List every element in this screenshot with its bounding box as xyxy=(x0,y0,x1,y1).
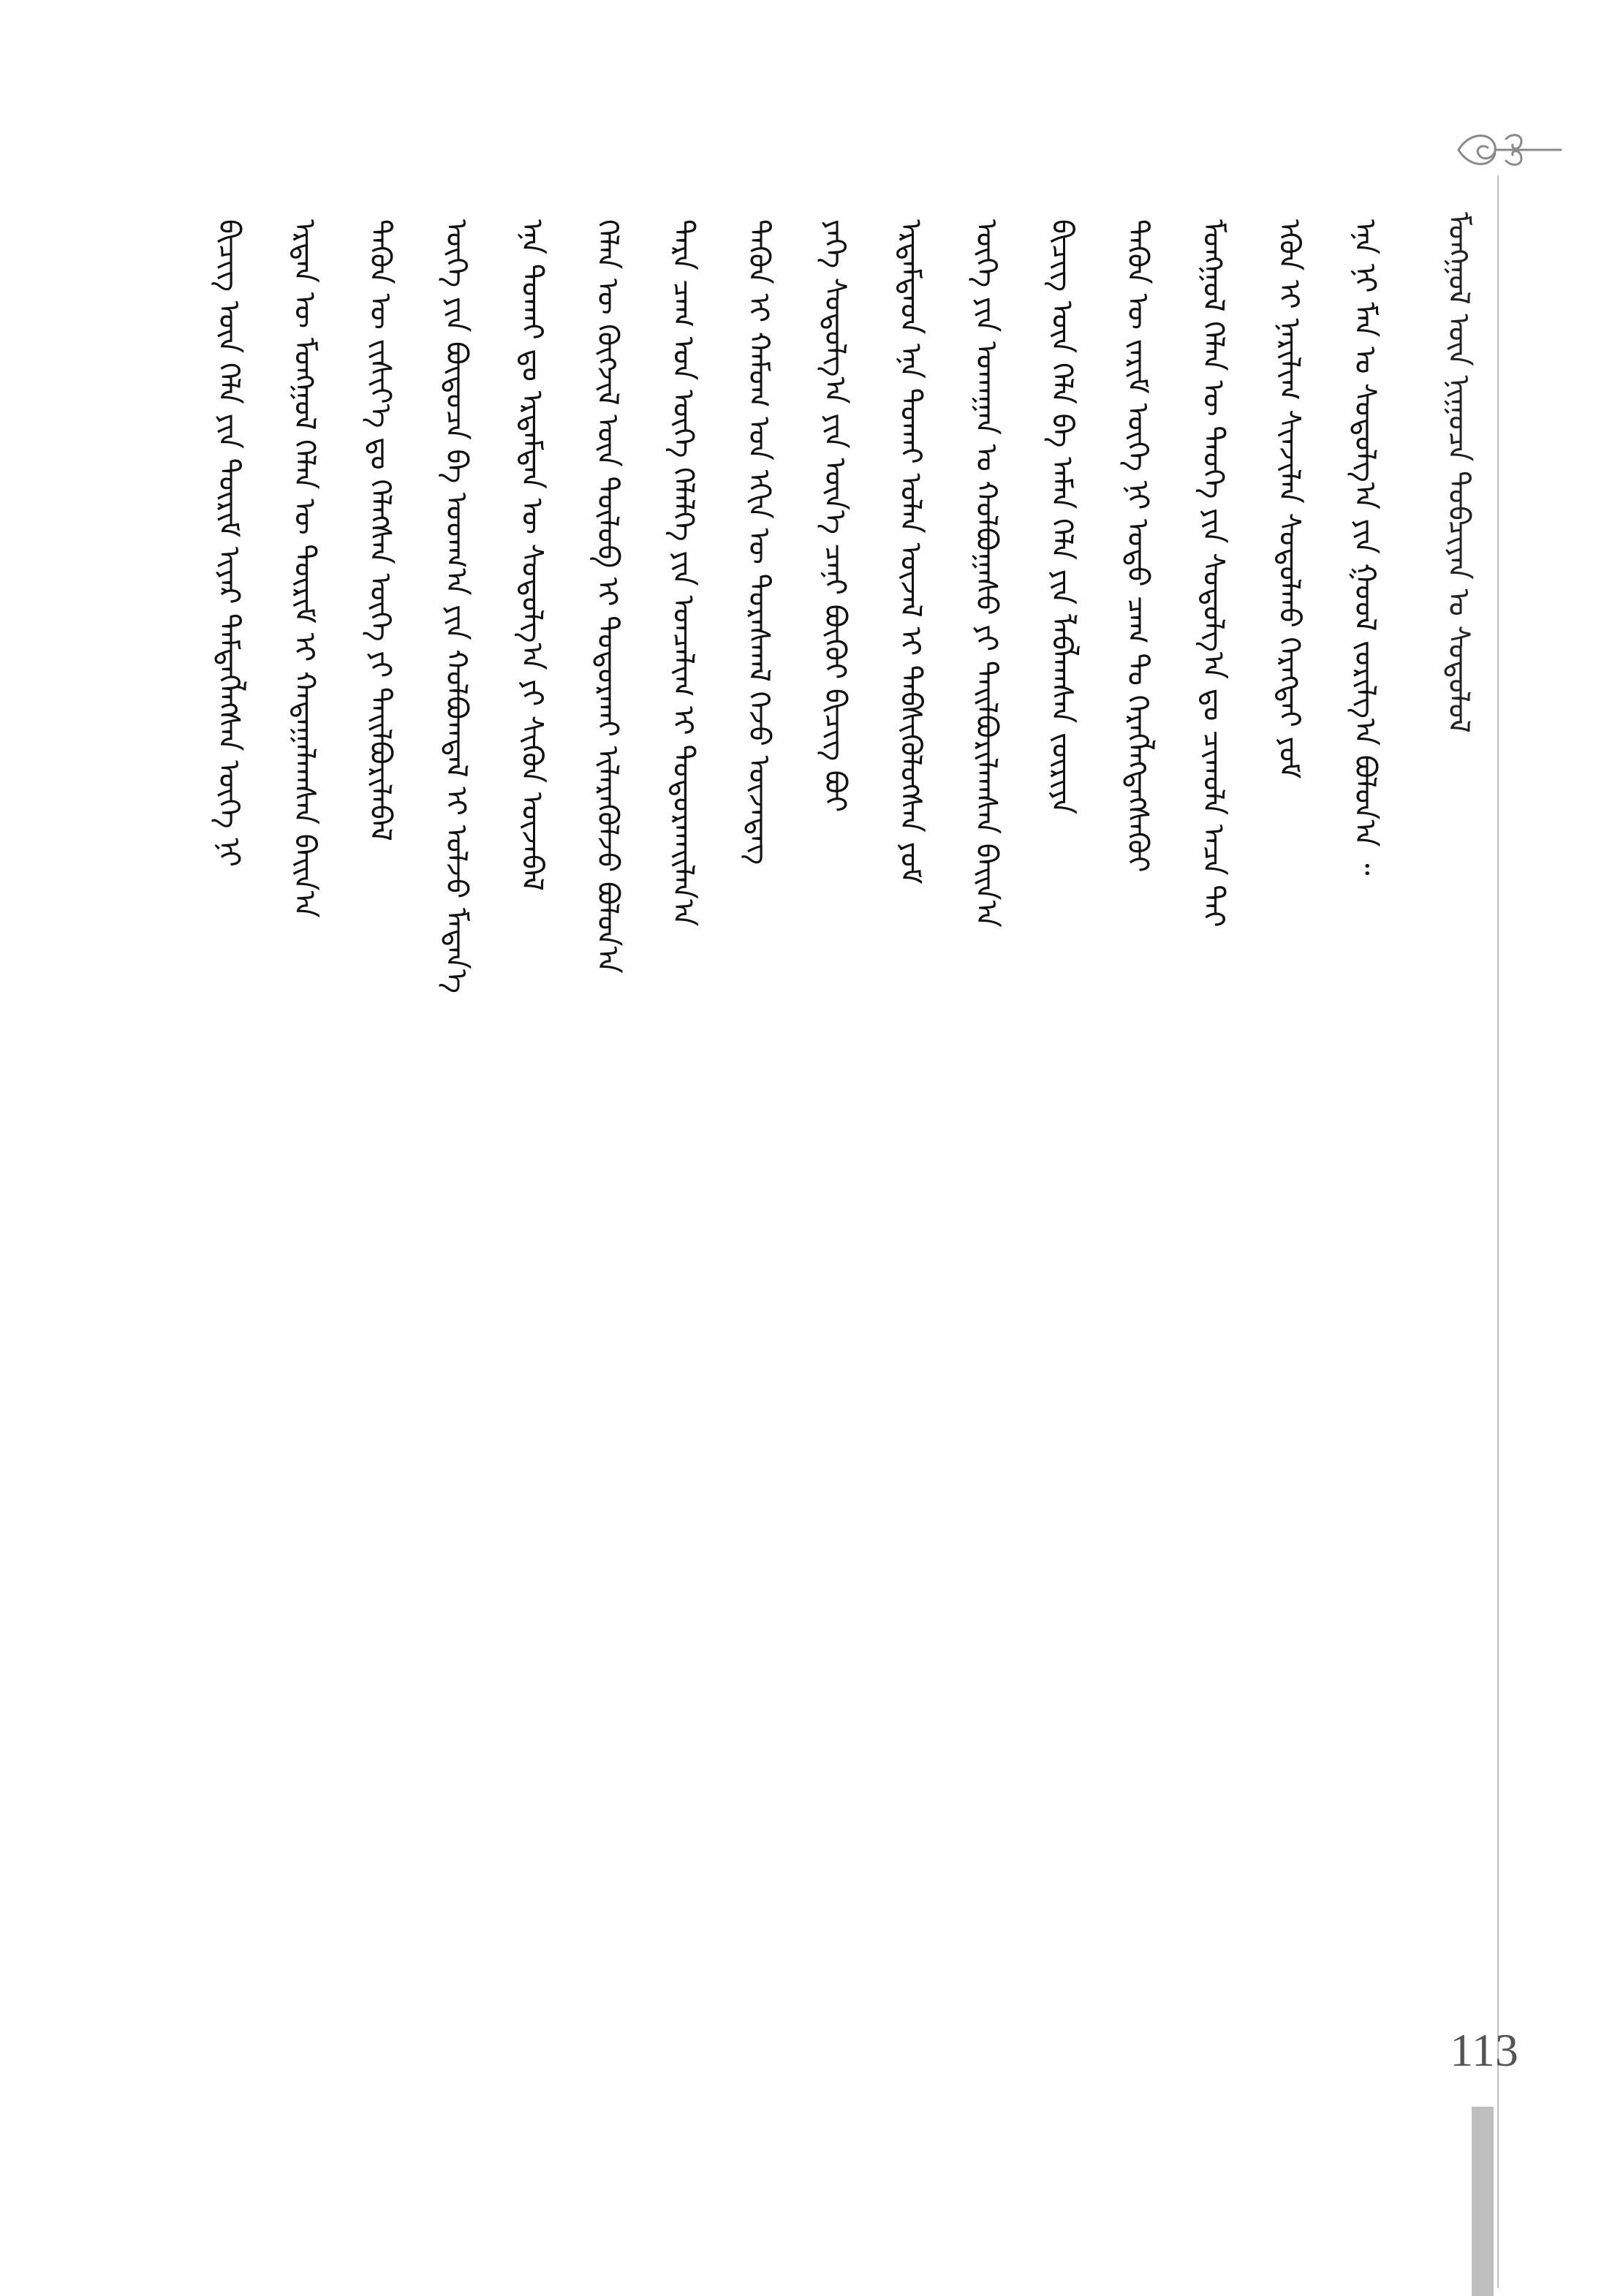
text-column: ᠡᠷᠳᠡᠮᠲᠡᠳ ᠡᠨᠡ ᠲᠤᠬᠠᠢ ᠣᠯᠠᠨ ᠦᠵᠡᠯ ᠢ ᠳᠡᠪᠰᠢᠭᠦᠯᠦᠭᠰᠡᠨ ᠶᠤᠮ xyxy=(893,219,928,884)
running-header-title: ᠮᠣᠩᠭᠣᠯ ᠦᠨ ᠨᠢᠭᠤᠴᠠ ᠲᠣᠪᠴᠢᠶᠠᠨ ᠤ ᠰᠣᠳᠤᠯᠤᠯ xyxy=(1442,212,1475,733)
text-column: ᠮᠣᠩᠭᠣᠯ ᠬᠡᠯᠡᠨ ᠦ ᠲᠡᠦᠬᠡ ᠶᠢᠨ ᠰᠤᠳᠤᠯᠭ᠎ᠠ ᠳᠤ ᠴᠢᠬᠤᠯᠠ ᠠᠴᠠ ᠲᠠᠢ xyxy=(1196,219,1230,928)
text-column: ᠲᠡᠭᠦᠨ ᠦ ᠵᠢᠱᠢᠶ᠎ᠡ ᠳᠤ ᠬᠡᠯᠡᠭᠰᠡᠨ ᠦᠭᠡ ᠶᠢ ᠲᠠᠢᠯᠪᠤᠷᠢᠯᠠᠪᠠᠯ xyxy=(363,219,398,841)
text-column: ᠲᠡᠭᠦᠨ ᠢ ᠬᠠᠮᠤᠭ ᠤᠨ ᠡᠬᠢᠨ ᠦ ᠳᠤᠷᠠᠰᠬᠠᠯ ᠭᠡᠵᠦ ᠦᠵᠡᠳᠡᠭ xyxy=(742,219,776,865)
text-column: ᠦᠭᠡ ᠶᠢᠨ ᠤᠬᠠᠭᠠᠨ ᠤ ᠬᠣᠯᠪᠣᠭᠠᠰᠤ ᠶᠢ ᠲᠠᠢᠯᠪᠤᠷᠢᠯᠠᠭᠰᠠᠨ ᠪᠠᠢᠨ᠎ᠠ xyxy=(969,219,1003,928)
text-column: ᠪᠢᠴᠢᠭ᠌ ᠦᠨ ᠬᠡᠯᠡ ᠪᠠ ᠠᠮᠠᠨ ᠬᠡᠯᠡ ᠶᠢᠨ ᠯᠠᠪᠯᠠᠭᠰᠠᠨ ᠵᠥᠷᠢᠶᠡ xyxy=(1045,219,1079,815)
text-column: ᠡᠨᠡ ᠲᠤᠬᠠᠢ ᠳᠤ ᠡᠷᠳᠡᠮᠲᠡᠨ ᠦ ᠰᠤᠳᠤᠯᠭ᠎ᠠ ᠶᠢ ᠰᠢᠭᠦᠨ ᠦᠵᠡᠪᠡᠯ xyxy=(515,219,549,891)
text-column: ᠦᠭᠡ ᠶᠢᠨ ᠪᠦᠲᠦᠴᠡ ᠪᠠ ᠤᠳᠬ᠎ᠠ ᠶᠢᠨ ᠬᠣᠯᠪᠣᠭᠳᠠᠯ ᠢ ᠣᠯᠵᠤ ᠮᠡᠳᠡᠨ᠎ᠡ xyxy=(439,219,473,993)
text-column: ᠶᠡᠬᠡ ᠰᠤᠳᠤᠯᠭ᠎ᠠ ᠶᠢᠨ ᠦᠨ᠎ᠡ ᠴᠡᠨᠢ ᠪᠦᠬᠦᠢ ᠪᠢᠴᠢᠭ᠌ ᠪᠤᠢ xyxy=(817,219,852,813)
scroll-ornament-icon xyxy=(1451,117,1568,183)
header-vertical-rule xyxy=(1497,175,1499,2288)
page-edge-tab xyxy=(1472,2107,1494,2296)
text-column: ᠬᠡᠯᠡᠨ ᠦ ᠬᠥᠭᠵᠢᠯ ᠦᠨ ᠲᠦᠯᠦᠪ ᠢ ᠲᠣᠳᠣᠷᠬᠠᠢ ᠢᠯᠡᠷᠡᠭᠦᠯᠵᠦ ᠪᠣᠯᠣᠨ᠎ᠠ xyxy=(590,219,624,974)
text-column: ᠡᠭᠦᠨ ᠢ ᠨᠠᠷᠢᠯᠢᠭ ᠰᠢᠨᠵᠢᠯᠡᠨ ᠰᠤᠳᠤᠯᠬᠤ ᠬᠡᠷᠡᠭᠲᠡᠢ ᠶᠤᠮ xyxy=(1272,219,1306,779)
text-column: ᠲᠡᠭᠦᠨ ᠦ ᠵᠠᠷᠢᠮ ᠦᠭᠡ ᠨᠢ ᠣᠳᠣ ᠴᠠᠭ ᠲᠤ ᠬᠡᠷᠡᠭᠯᠡᠭᠳᠡᠭᠰᠡᠭᠦᠢ xyxy=(1121,219,1155,873)
text-column: ᠡᠷᠲᠡᠨ ᠦ ᠮᠣᠩᠭᠣᠯ ᠬᠡᠯᠡᠨ ᠦ ᠳᠦᠷᠢᠮ ᠢ ᠬᠠᠳᠠᠭᠠᠯᠠᠭᠰᠠᠨ ᠪᠠᠢᠨ᠎ᠠ xyxy=(287,219,322,918)
page-number: 113 xyxy=(1450,2024,1518,2076)
text-column: ᠪᠢᠴᠢᠭ᠌ ᠦᠨ ᠬᠡᠯᠡ ᠶᠢᠨ ᠳᠦᠷᠢᠮ ᠢᠶᠡᠷ ᠲᠡᠮᠳᠡᠭᠯᠡᠭᠰᠡᠨ ᠦᠭᠡ ᠨᠢ xyxy=(212,219,246,867)
text-column: ᠡᠨᠡ ᠨᠢ ᠮᠠᠨ ᠤ ᠰᠤᠳᠤᠯᠭ᠎ᠠ ᠶᠢᠨ ᠭᠣᠣᠯ ᠵᠣᠷᠢᠯᠭ᠎ᠠ ᠪᠣᠯᠤᠨ᠎ᠠ ᠃ xyxy=(1347,219,1382,876)
text-column: ᠲᠡᠷᠡ ᠴᠠᠭ ᠤᠨ ᠦᠭᠡ ᠬᠡᠯᠡᠯᠭᠡ ᠶᠢᠨ ᠣᠨᠴᠠᠯᠢᠭ ᠢ ᠲᠣᠳᠣᠷᠬᠠᠢᠯᠠᠨ᠎ᠠ xyxy=(666,219,700,927)
body-text-block xyxy=(194,219,1400,2047)
